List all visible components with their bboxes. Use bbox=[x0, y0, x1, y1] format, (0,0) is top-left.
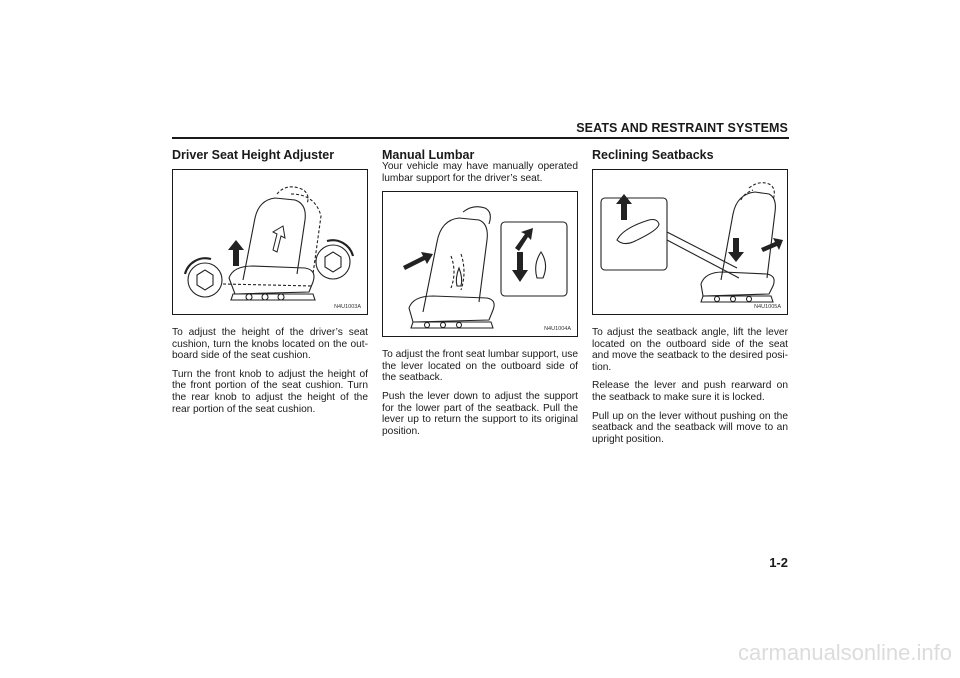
body-paragraph: Release the lever and push rearward on the seatback to make sure it is locked. bbox=[592, 380, 788, 403]
page-number: 1-2 bbox=[769, 555, 788, 570]
section-heading: Driver Seat Height Adjuster bbox=[172, 148, 335, 162]
figure-code: N4U1004A bbox=[544, 326, 571, 333]
section-header-title: SEATS AND RESTRAINT SYSTEMS bbox=[576, 121, 788, 135]
body-paragraph: Pull up on the lever without pushing on the seatback and the seatback will move to an upright position. bbox=[592, 410, 788, 445]
section-reclining-seatbacks bbox=[592, 148, 788, 452]
body-paragraph: To adjust the front seat lumbar support, use the lever located on the outboard side of the seatback. bbox=[382, 349, 578, 384]
lumbar-illustration bbox=[382, 191, 578, 337]
section-heading: Reclining Seatbacks bbox=[592, 148, 714, 162]
body-paragraph: Push the lever down to adjust the support for the lower part of the seatback. Pull the lever up to return the support to its original position. bbox=[382, 390, 578, 437]
recline-illustration bbox=[592, 169, 788, 315]
recline-drawing bbox=[593, 170, 787, 314]
body-paragraph: To adjust the height of the driver’s seat cushion, turn the knobs located on the out-board side of the seat cushion. bbox=[172, 327, 368, 362]
watermark: carmanualsonline.info bbox=[737, 640, 952, 665]
header-divider bbox=[172, 137, 789, 139]
body-paragraph: Turn the front knob to adjust the height of the front portion of the seat cushion. Turn the rear knob to adjust the height of the rear portion of the seat cushion. bbox=[172, 368, 368, 415]
figure-code: N4U1005A bbox=[754, 304, 781, 310]
lumbar-drawing bbox=[383, 192, 577, 336]
section-manual-lumbar bbox=[382, 148, 578, 444]
section-intro: Your vehicle may have manually operated lumbar support for the driver’s seat. bbox=[382, 161, 578, 184]
figure-code: N4U1003A bbox=[334, 304, 361, 310]
seat-height-drawing bbox=[173, 170, 367, 314]
seat-height-illustration bbox=[172, 169, 368, 315]
section-seat-height bbox=[172, 148, 368, 422]
section-heading: Manual Lumbar bbox=[382, 148, 475, 162]
body-paragraph: To adjust the seatback angle, lift the lever located on the outboard side of the seat and move the seatback to the desired posi-tion. bbox=[592, 327, 788, 373]
